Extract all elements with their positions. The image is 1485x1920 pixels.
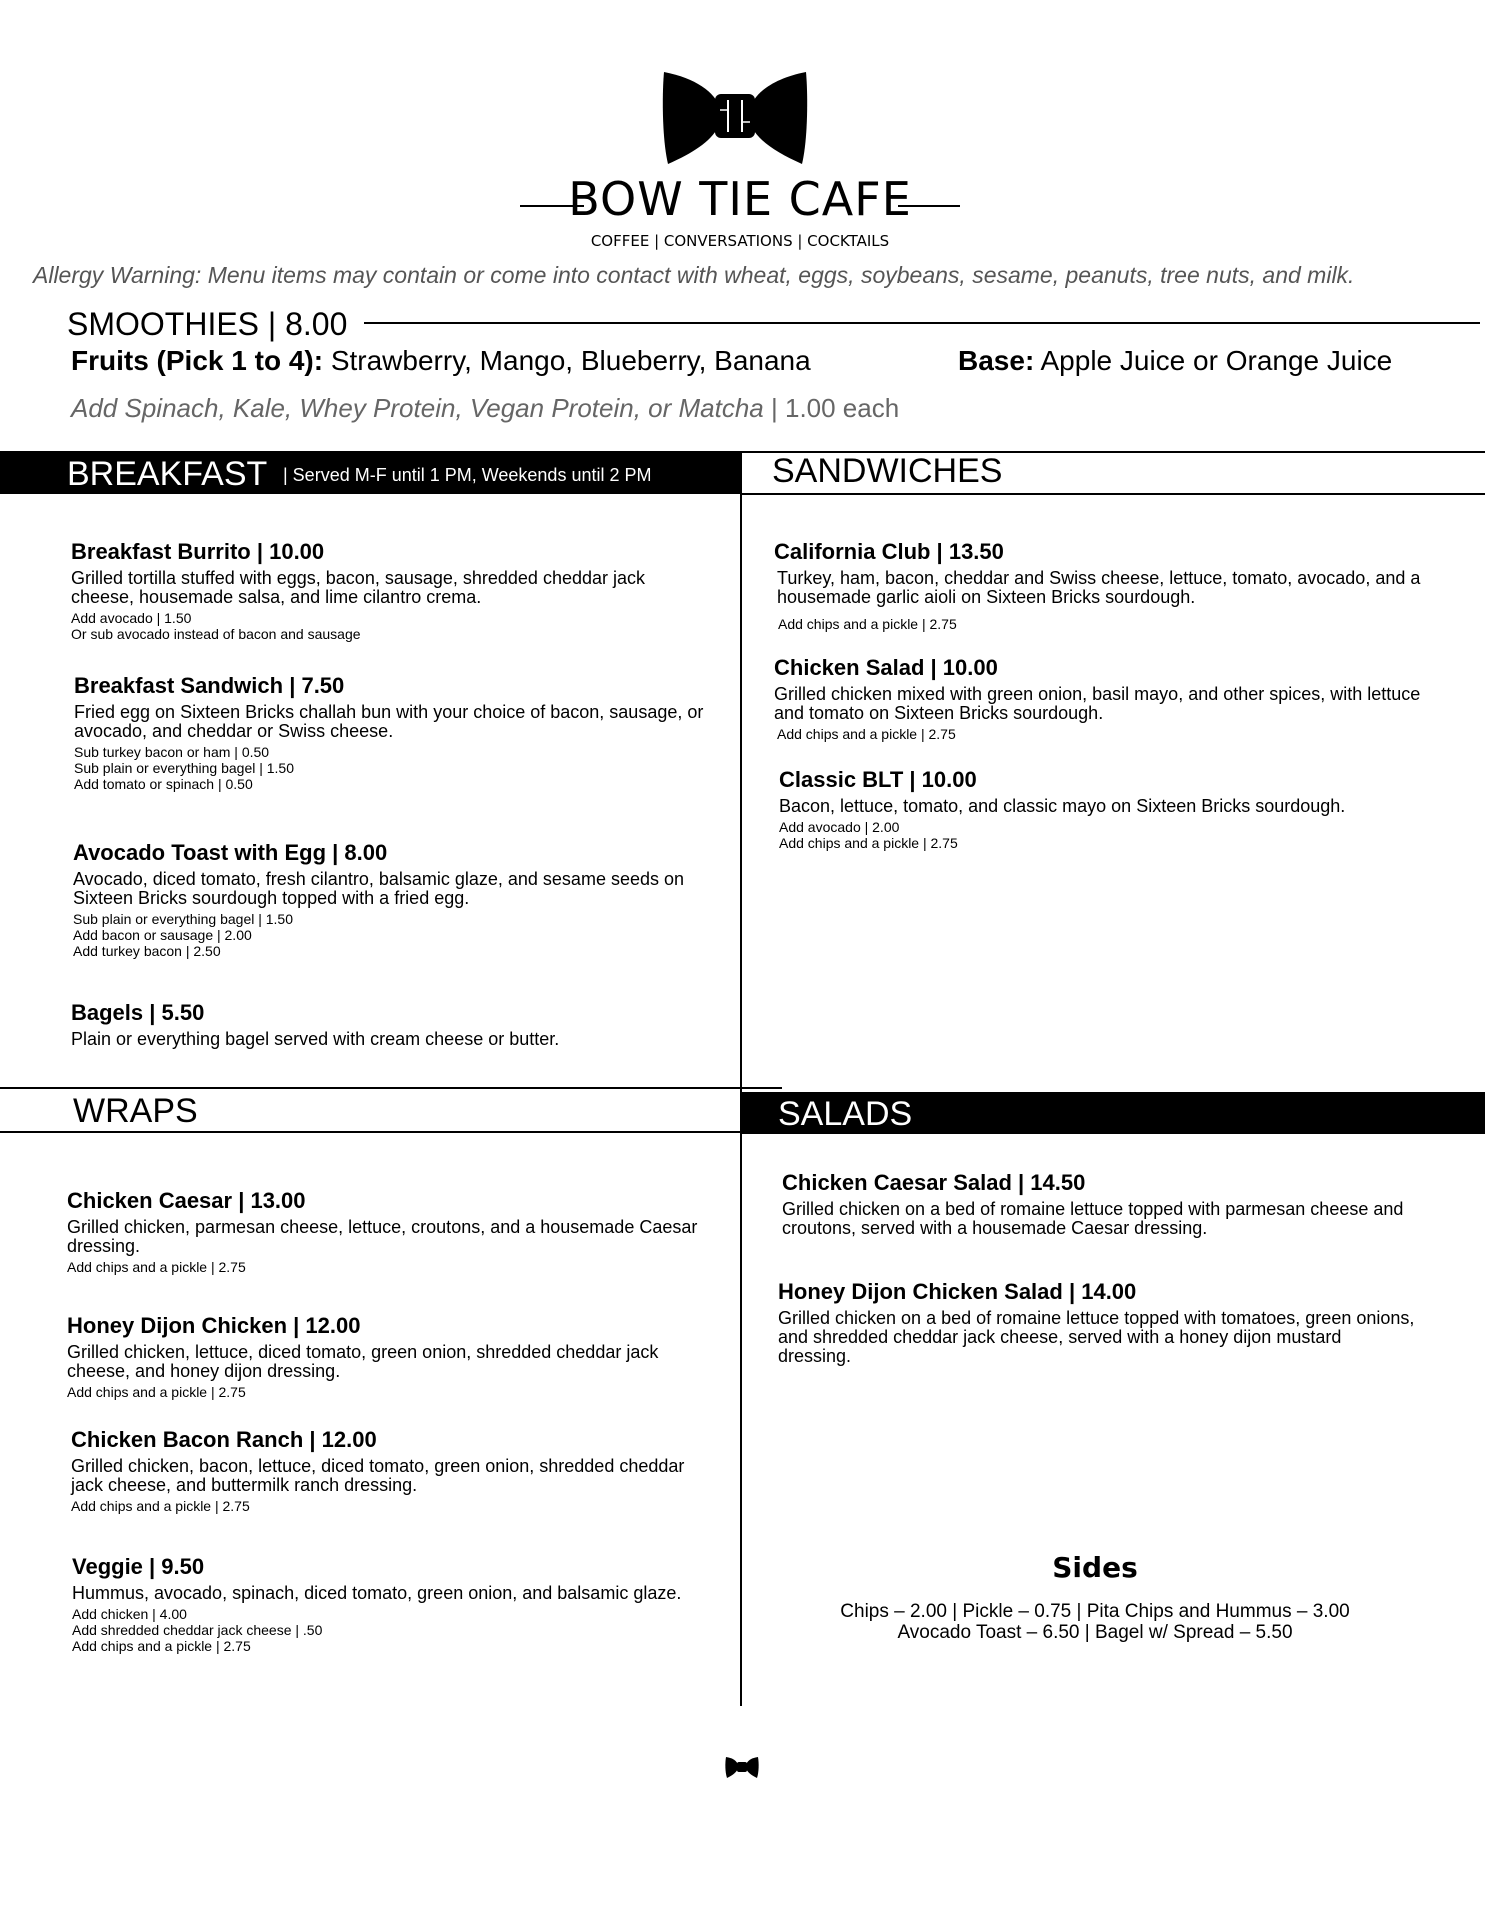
sides-line: Avocado Toast – 6.50 | Bagel w/ Spread – 5.50 (897, 1622, 1293, 1643)
column-divider (740, 451, 742, 1706)
item-note: Or sub avocado instead of bacon and sausage (71, 626, 361, 642)
item-note: Add turkey bacon | 2.50 (73, 943, 221, 959)
item-name: Breakfast Burrito | 10.00 (71, 539, 325, 564)
sides-title: Sides (1052, 1551, 1138, 1584)
item-note: Add chips and a pickle | 2.75 (67, 1384, 246, 1400)
menu-item-honey-dijon-chicken-wrap (67, 1313, 707, 1400)
item-description: Grilled tortilla stuffed with eggs, bacon, sausage, shredded cheddar jack cheese, housemade salsa, and lime cilantro crema. (71, 568, 646, 607)
item-description: Grilled chicken mixed with green onion, basil mayo, and other spices, with lettuce and tomato on Sixteen Bricks sourdough. (774, 684, 1421, 723)
fruits-label: Fruits (Pick 1 to 4): (71, 345, 324, 376)
item-name: Chicken Caesar | 13.00 (67, 1188, 306, 1213)
item-description: Plain or everything bagel served with cream cheese or butter. (71, 1029, 560, 1049)
smoothies-fruits (71, 345, 811, 377)
item-note: Add chips and a pickle | 2.75 (777, 726, 956, 742)
allergy-warning: Allergy Warning: Menu items may contain or come into contact with wheat, eggs, soybeans, sesame, peanuts, tree nuts, and milk. (33, 262, 1355, 288)
menu-item-california-club (774, 539, 1424, 632)
wraps-header-rule (0, 1131, 740, 1133)
menu-item-avocado-toast (73, 840, 713, 959)
item-name: Honey Dijon Chicken | 12.00 (67, 1313, 361, 1338)
item-name: Chicken Caesar Salad | 14.50 (782, 1170, 1086, 1195)
item-description: Fried egg on Sixteen Bricks challah bun with your choice of bacon, sausage, or avocado, and cheddar or Swiss cheese. (74, 702, 704, 741)
item-description: Turkey, ham, bacon, cheddar and Swiss cheese, lettuce, tomato, avocado, and a housemade garlic aioli on Sixteen Bricks sourdough. (777, 568, 1421, 607)
salads-header (742, 1092, 1485, 1134)
item-name: Veggie | 9.50 (72, 1554, 205, 1579)
menu-item-chicken-caesar-wrap (67, 1188, 707, 1275)
menu-item-breakfast-burrito (71, 539, 711, 642)
item-note: Add tomato or spinach | 0.50 (74, 776, 253, 792)
item-note: Sub plain or everything bagel | 1.50 (74, 760, 295, 776)
item-note: Add chips and a pickle | 2.75 (71, 1498, 250, 1514)
wraps-top-rule (0, 1087, 782, 1089)
item-note: Add chips and a pickle | 2.75 (778, 616, 957, 632)
base-options: Apple Juice or Orange Juice (1040, 345, 1393, 376)
breakfast-title: BREAKFAST (67, 455, 268, 493)
fruits-list: Strawberry, Mango, Blueberry, Banana (330, 345, 811, 376)
addons-price: | 1.00 each (771, 393, 900, 423)
menu-item-veggie-wrap (72, 1554, 712, 1654)
item-note: Add chips and a pickle | 2.75 (72, 1638, 251, 1654)
sides-list (740, 1601, 1450, 1643)
wraps-title: WRAPS (73, 1092, 198, 1130)
menu-item-chicken-bacon-ranch-wrap (71, 1427, 711, 1514)
menu-item-breakfast-sandwich (74, 673, 714, 792)
item-note: Sub turkey bacon or ham | 0.50 (74, 744, 270, 760)
salads-title: SALADS (778, 1095, 913, 1133)
item-description: Grilled chicken, parmesan cheese, lettuce, croutons, and a housemade Caesar dressing. (67, 1217, 698, 1256)
item-name: Bagels | 5.50 (71, 1000, 205, 1025)
item-description: Grilled chicken on a bed of romaine lettuce topped with parmesan cheese and croutons, served with a housemade Caesar dressing. (782, 1199, 1404, 1238)
menu-item-bagels (71, 1000, 711, 1049)
item-name: Chicken Salad | 10.00 (774, 655, 998, 680)
menu-item-chicken-caesar-salad (782, 1170, 1422, 1238)
smoothies-base (958, 345, 1392, 377)
item-description: Grilled chicken, lettuce, diced tomato, green onion, shredded cheddar jack cheese, and honey dijon dressing. (67, 1342, 659, 1381)
sandwiches-header-rule (740, 493, 1485, 495)
base-label: Base: (958, 345, 1035, 376)
smoothies-title: SMOOTHIES | 8.00 (67, 306, 348, 342)
item-description: Bacon, lettuce, tomato, and classic mayo on Sixteen Bricks sourdough. (779, 796, 1346, 816)
menu-item-honey-dijon-chicken-salad (778, 1279, 1418, 1366)
item-note: Add chicken | 4.00 (72, 1606, 187, 1622)
item-note: Add avocado | 2.00 (779, 819, 900, 835)
item-note: Add avocado | 1.50 (71, 610, 192, 626)
item-description: Grilled chicken on a bed of romaine lettuce topped with tomatoes, green onions, and shredded cheddar jack cheese, served with a honey dijon mustard dressing. (778, 1308, 1415, 1366)
item-name: Chicken Bacon Ranch | 12.00 (71, 1427, 377, 1452)
item-note: Add chips and a pickle | 2.75 (67, 1259, 246, 1275)
bow-tie-footer-icon (725, 1755, 759, 1779)
item-note: Sub plain or everything bagel | 1.50 (73, 911, 294, 927)
item-name: Classic BLT | 10.00 (779, 767, 977, 792)
smoothies-rule (364, 322, 1480, 324)
item-name: Avocado Toast with Egg | 8.00 (73, 840, 388, 865)
sides-line: Chips – 2.00 | Pickle – 0.75 | Pita Chips and Hummus – 3.00 (840, 1601, 1350, 1622)
menu-item-chicken-salad (774, 655, 1424, 742)
item-note: Add chips and a pickle | 2.75 (779, 835, 958, 851)
item-description: Hummus, avocado, spinach, diced tomato, green onion, and balsamic glaze. (72, 1583, 682, 1603)
item-description: Avocado, diced tomato, fresh cilantro, balsamic glaze, and sesame seeds on Sixteen Bricks sourdough topped with a fried egg. (73, 869, 685, 908)
brand-tagline: COFFEE | CONVERSATIONS | COCKTAILS (590, 232, 890, 250)
smoothies-addons (71, 393, 899, 424)
brand-name: BOW TIE CAFE (568, 172, 912, 226)
sandwiches-title: SANDWICHES (772, 452, 1003, 490)
item-note: Add shredded cheddar jack cheese | .50 (72, 1622, 323, 1638)
breakfast-hours: | Served M-F until 1 PM, Weekends until 2 PM (283, 465, 652, 485)
bow-tie-logo-icon (660, 64, 810, 168)
breakfast-header (0, 453, 740, 494)
item-name: Honey Dijon Chicken Salad | 14.00 (778, 1279, 1137, 1304)
item-description: Grilled chicken, bacon, lettuce, diced tomato, green onion, shredded cheddar jack cheese, and buttermilk ranch dressing. (71, 1456, 685, 1495)
addons-list: Add Spinach, Kale, Whey Protein, Vegan Protein, or Matcha (71, 393, 764, 423)
menu-item-classic-blt (779, 767, 1429, 851)
item-name: California Club | 13.50 (774, 539, 1004, 564)
item-note: Add bacon or sausage | 2.00 (73, 927, 252, 943)
item-name: Breakfast Sandwich | 7.50 (74, 673, 345, 698)
